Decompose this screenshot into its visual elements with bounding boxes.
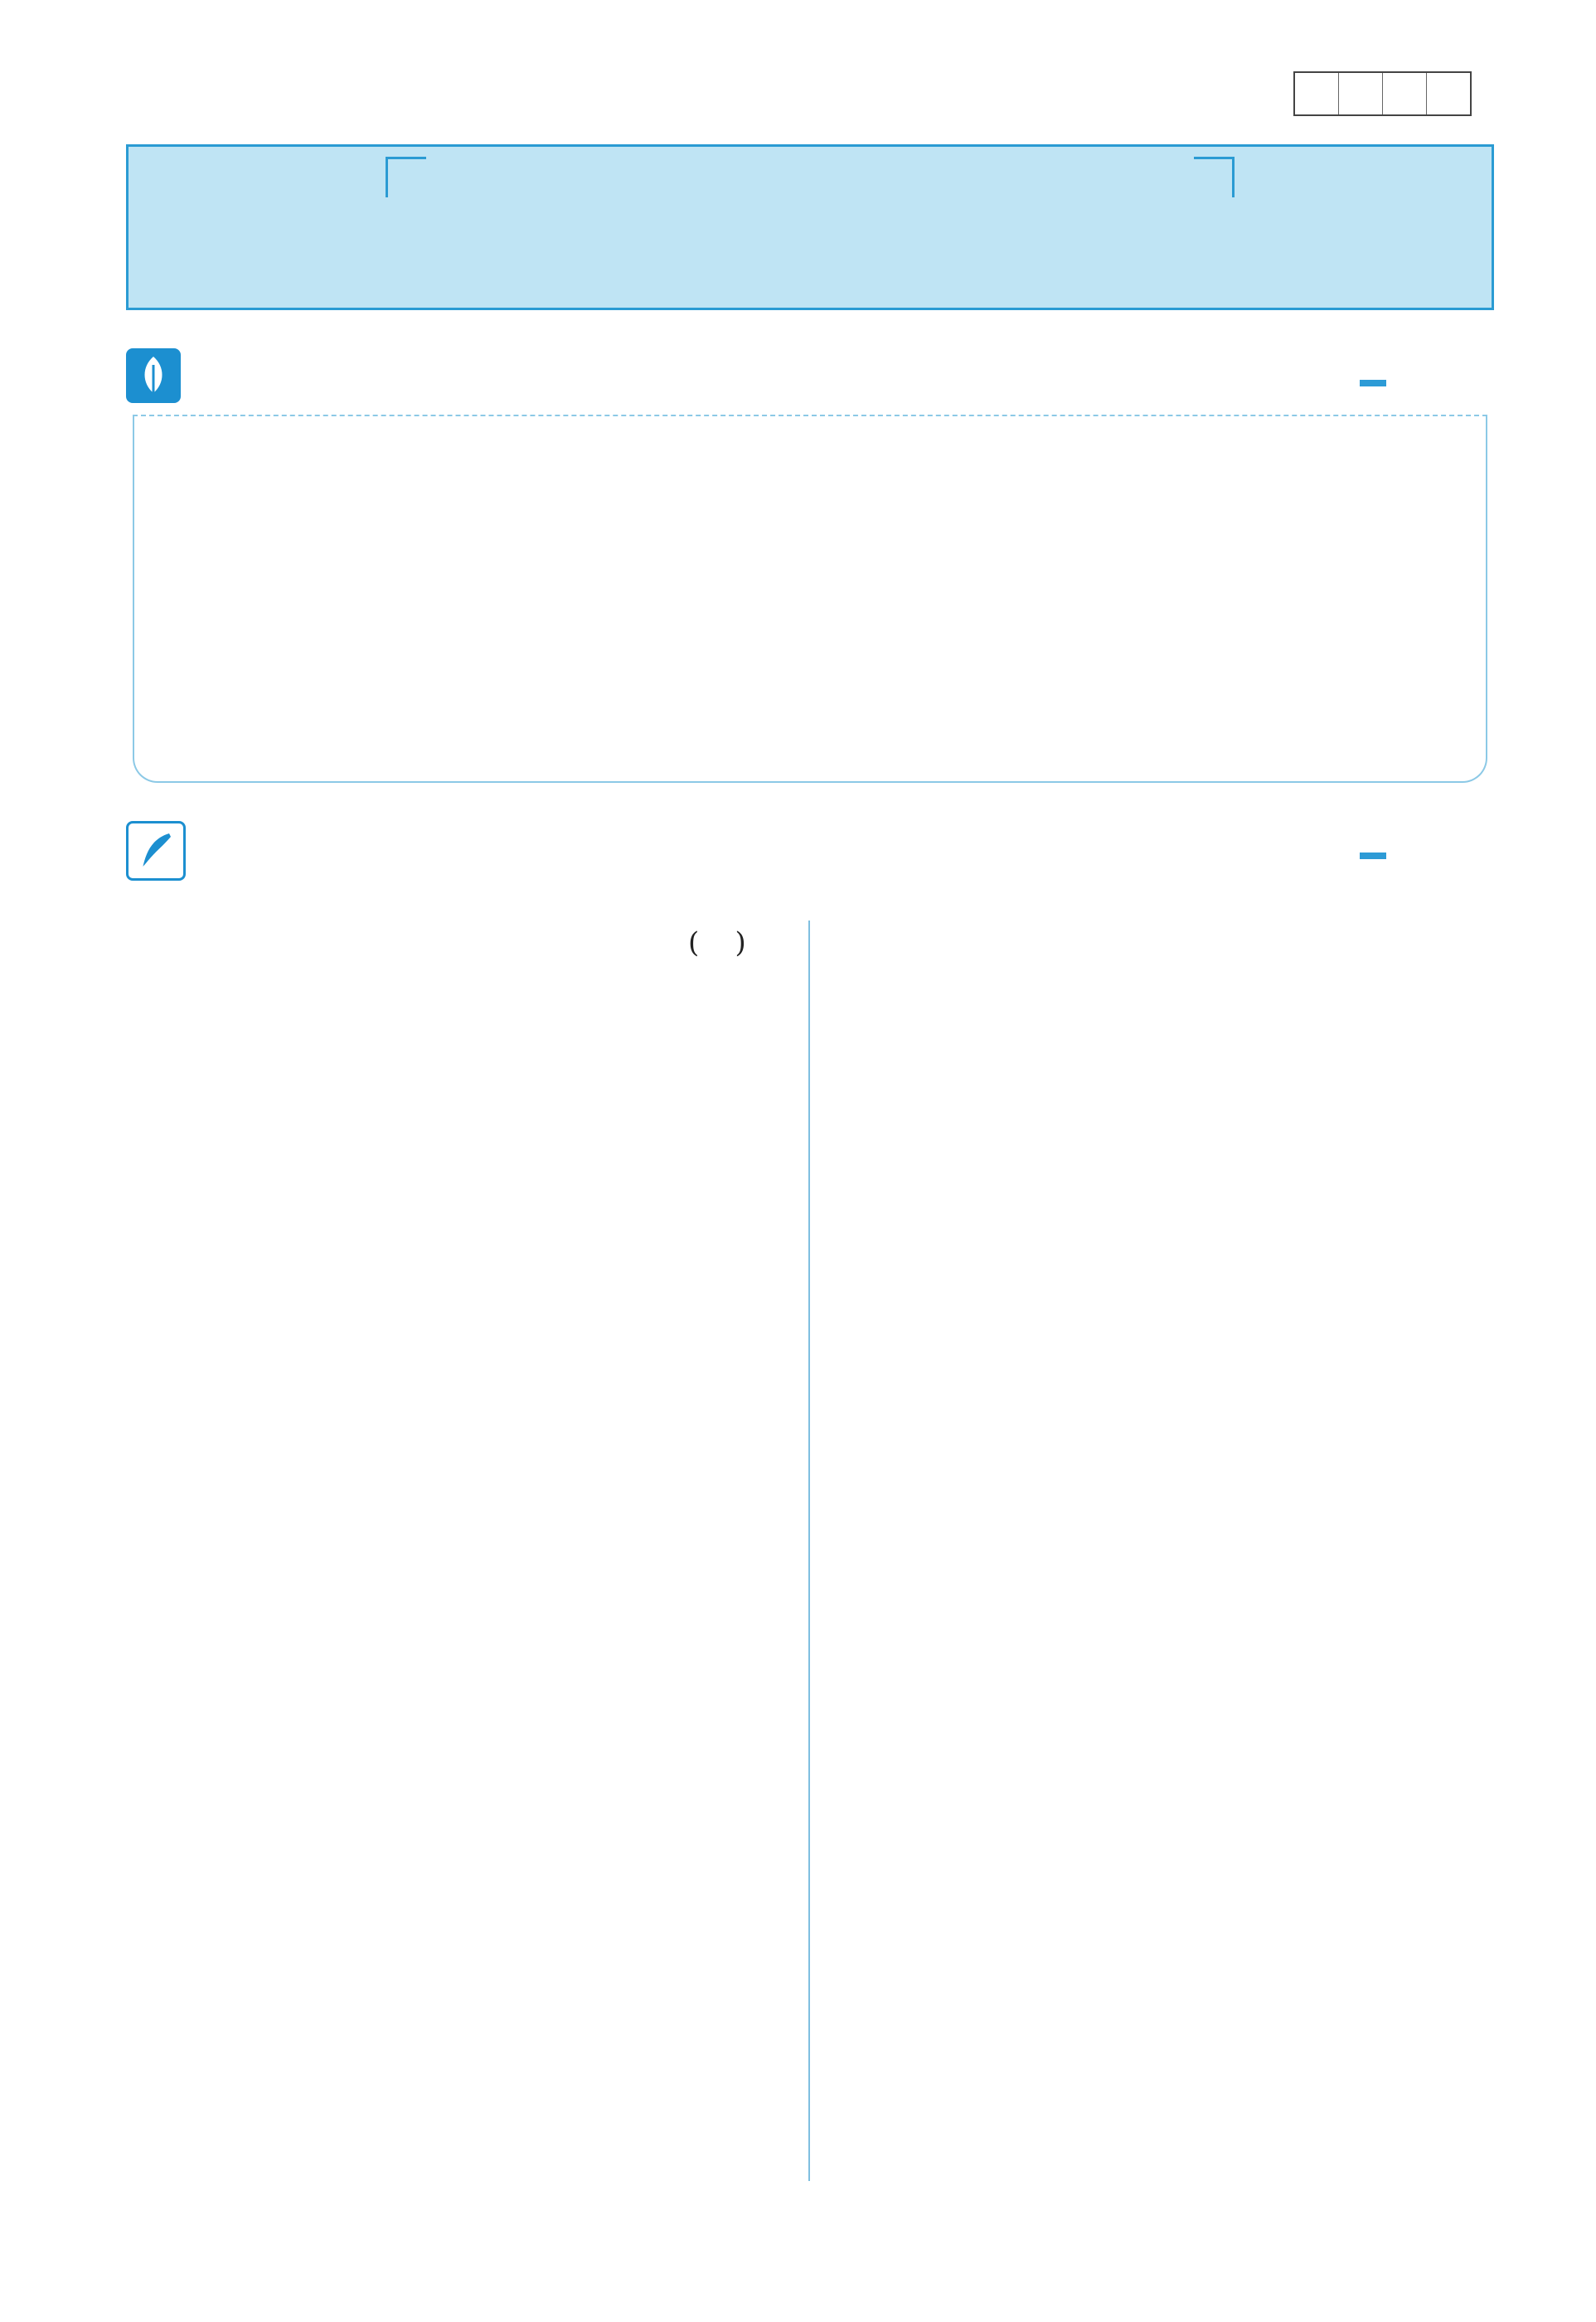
guide-item: [176, 639, 184, 692]
guide-text: [176, 595, 353, 627]
corner-ornament: [386, 157, 426, 197]
study-guide-box: [133, 415, 1487, 783]
section-header-homework: [126, 821, 202, 881]
unit-label: [1293, 71, 1472, 116]
answer-bracket: ( ): [688, 926, 746, 959]
unit-char: [1295, 73, 1338, 114]
feather-pen-icon: [126, 821, 186, 881]
unit-char: [1382, 73, 1426, 114]
section-tag: [1360, 853, 1386, 859]
guide-item: [176, 426, 353, 531]
guide-text: [176, 488, 353, 521]
lesson-banner: [126, 144, 1494, 310]
guide-item: [176, 695, 184, 748]
guide-item: [176, 532, 353, 637]
corner-ornament: [1194, 157, 1235, 197]
unit-char: [1426, 73, 1470, 114]
section-tag: [1360, 380, 1386, 386]
column-divider: [808, 921, 810, 2181]
section-header-guide: [126, 348, 197, 403]
unit-char: [1338, 73, 1382, 114]
leaf-icon: [126, 348, 181, 403]
